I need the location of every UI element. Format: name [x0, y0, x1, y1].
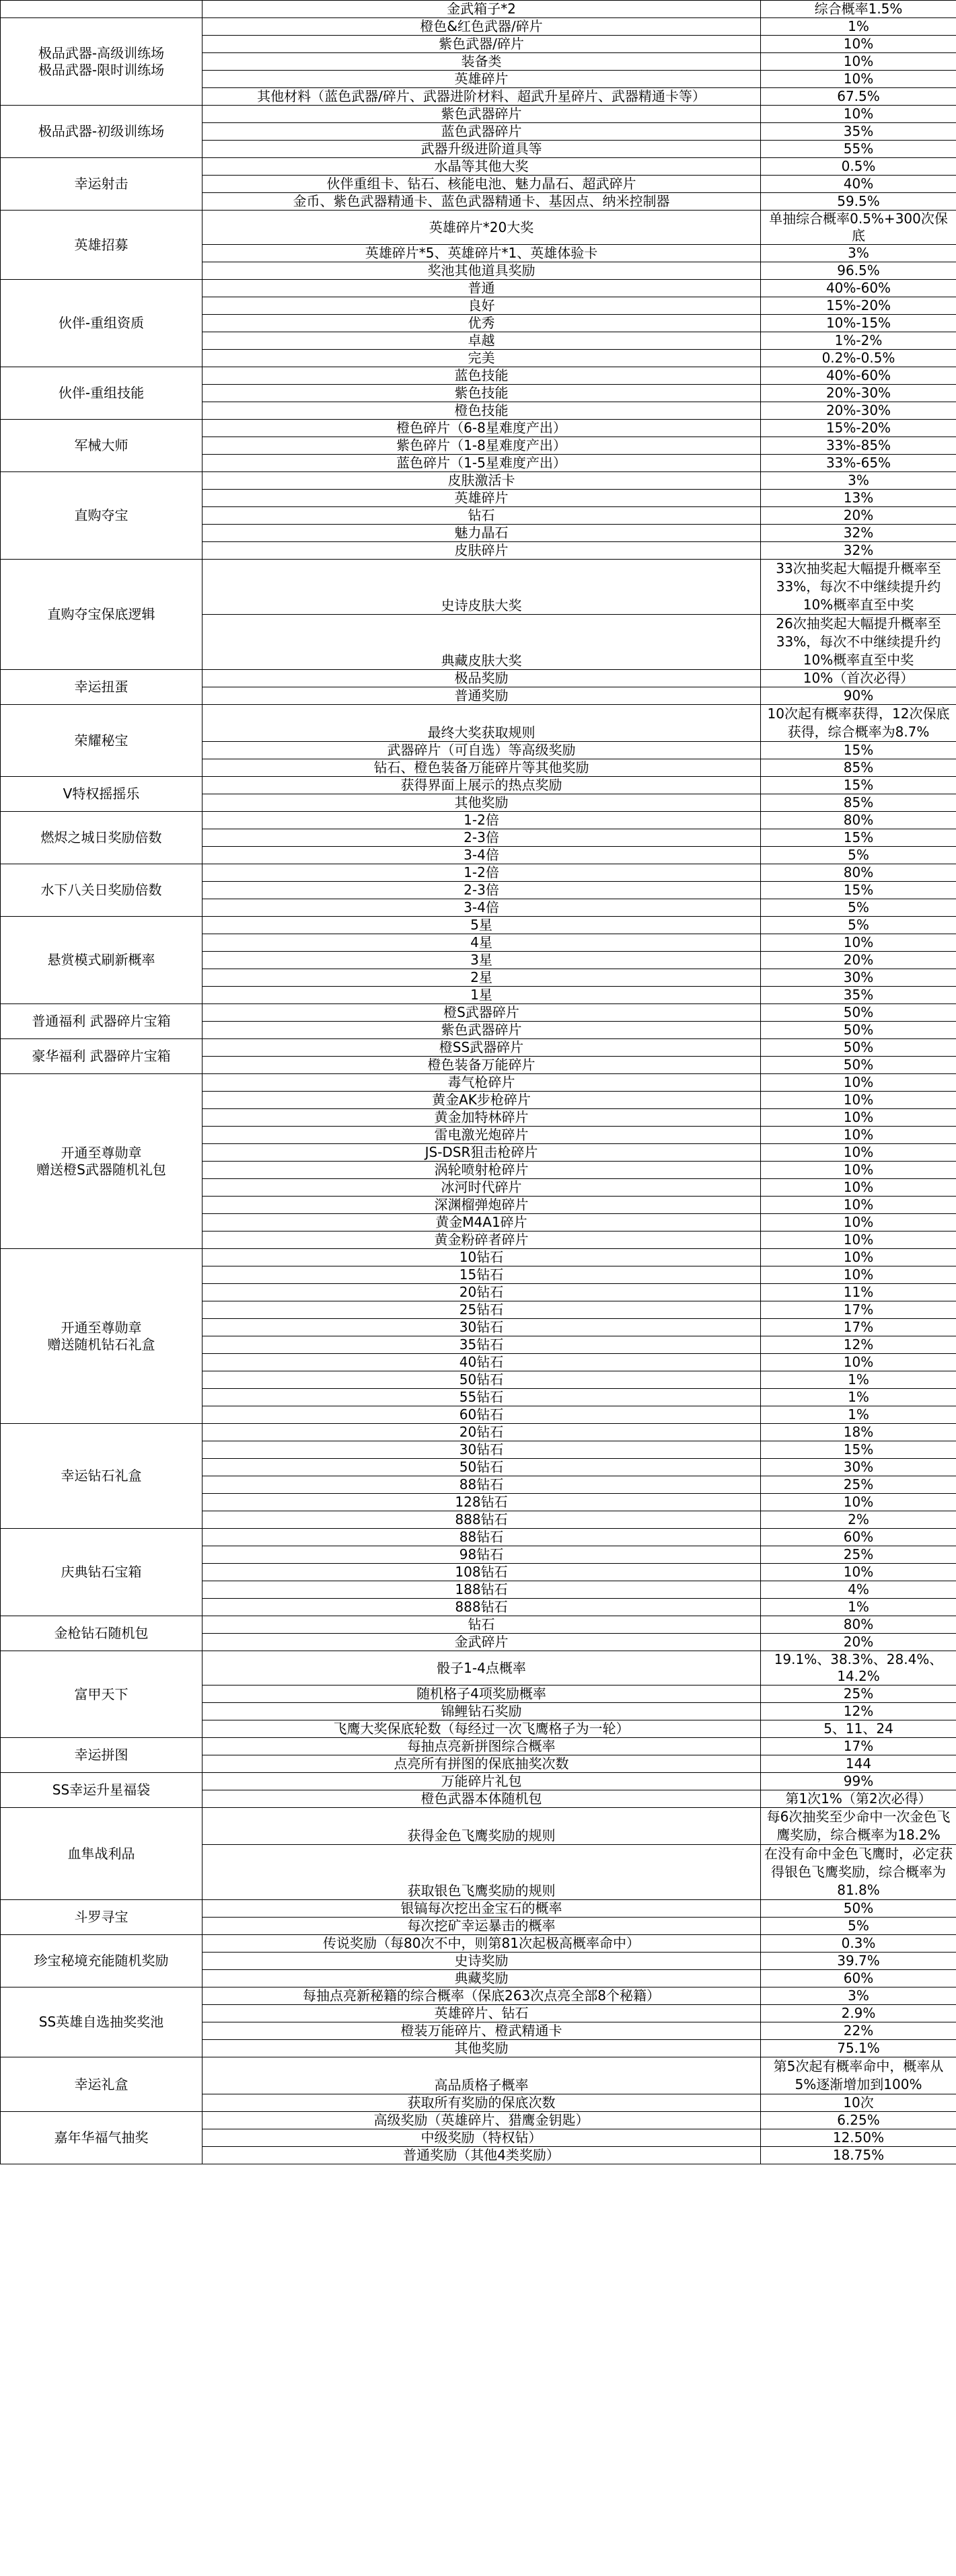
item-cell: 装备类 — [203, 53, 761, 71]
table-row — [1, 705, 956, 742]
category-cell: 豪华福利 武器碎片宝箱 — [1, 1039, 203, 1074]
table-row — [1, 1249, 956, 1266]
probability-cell: 12% — [761, 1703, 956, 1720]
probability-cell: 13% — [761, 490, 956, 507]
probability-cell: 2.9% — [761, 2005, 956, 2022]
item-cell: 1-2倍 — [203, 864, 761, 882]
probability-cell: 18.75% — [761, 2147, 956, 2164]
category-cell: 幸运扭蛋 — [1, 670, 203, 705]
item-cell: 橙S武器碎片 — [203, 1004, 761, 1022]
probability-cell: 15% — [761, 1441, 956, 1459]
probability-cell: 10% — [761, 1214, 956, 1232]
item-cell: 橙色&红色武器/碎片 — [203, 18, 761, 36]
probability-cell: 10% — [761, 53, 956, 71]
item-cell: 武器升级进阶道具等 — [203, 141, 761, 158]
item-cell: 骰子1-4点概率 — [203, 1651, 761, 1685]
probability-cell: 第5次起有概率命中，概率从5%逐渐增加到100% — [761, 2057, 956, 2094]
item-cell: 888钻石 — [203, 1599, 761, 1616]
probability-cell: 32% — [761, 542, 956, 560]
item-cell: 皮肤激活卡 — [203, 472, 761, 490]
probability-cell: 1% — [761, 1599, 956, 1616]
probability-cell: 第1次1%（第2次必得） — [761, 1790, 956, 1808]
probability-cell: 15% — [761, 829, 956, 847]
probability-cell: 20% — [761, 507, 956, 525]
item-cell: 普通奖励（其他4类奖励） — [203, 2147, 761, 2164]
probability-cell: 40%-60% — [761, 280, 956, 297]
category-cell: 开通至尊勋章 赠送随机钻石礼盒 — [1, 1249, 203, 1424]
probability-cell: 10% — [761, 71, 956, 88]
probability-cell: 22% — [761, 2022, 956, 2040]
table-row — [1, 1424, 956, 1441]
item-cell: 中级奖励（特权钻） — [203, 2129, 761, 2147]
probability-cell: 85% — [761, 759, 956, 777]
probability-cell: 35% — [761, 123, 956, 141]
category-cell: 嘉年华福气抽奖 — [1, 2112, 203, 2164]
item-cell: 黄金粉碎者碎片 — [203, 1232, 761, 1249]
probability-cell: 0.3% — [761, 1935, 956, 1953]
table-row — [1, 777, 956, 794]
probability-cell: 10% — [761, 1074, 956, 1092]
probability-cell: 40%-60% — [761, 367, 956, 385]
item-cell: 橙SS武器碎片 — [203, 1039, 761, 1057]
item-cell: 英雄碎片*5、英雄碎片*1、英雄体验卡 — [203, 245, 761, 262]
item-cell: 3-4倍 — [203, 899, 761, 917]
item-cell: 高级奖励（英雄碎片、猎鹰金钥匙） — [203, 2112, 761, 2129]
probability-cell: 在没有命中金色飞鹰时，必定获得银色飞鹰奖励，综合概率为81.8% — [761, 1845, 956, 1900]
probability-cell: 25% — [761, 1476, 956, 1494]
item-cell: 4星 — [203, 934, 761, 952]
table-row — [1, 158, 956, 176]
item-cell: 锦鲤钻石奖励 — [203, 1703, 761, 1720]
probability-cell: 144 — [761, 1755, 956, 1773]
item-cell: 128钻石 — [203, 1494, 761, 1511]
probability-cell: 18% — [761, 1424, 956, 1441]
item-cell: 伙伴重组卡、钻石、核能电池、魅力晶石、超武碎片 — [203, 176, 761, 193]
category-cell: 幸运拼图 — [1, 1738, 203, 1773]
table-row — [1, 106, 956, 123]
probability-cell: 33%-85% — [761, 437, 956, 455]
item-cell: 3星 — [203, 952, 761, 969]
category-cell: 直购夺宝 — [1, 472, 203, 560]
category-cell: 幸运礼盒 — [1, 2057, 203, 2112]
probability-cell: 60% — [761, 1529, 956, 1546]
item-cell: 冰河时代碎片 — [203, 1179, 761, 1197]
probability-cell: 12.50% — [761, 2129, 956, 2147]
item-cell: 万能碎片礼包 — [203, 1773, 761, 1790]
item-cell: 188钻石 — [203, 1581, 761, 1599]
item-cell: 50钻石 — [203, 1371, 761, 1389]
probability-cell: 15%-20% — [761, 420, 956, 437]
probability-cell: 80% — [761, 1616, 956, 1634]
probability-cell: 80% — [761, 864, 956, 882]
item-cell: 魅力晶石 — [203, 525, 761, 542]
probability-cell: 25% — [761, 1685, 956, 1703]
item-cell: 2星 — [203, 969, 761, 987]
probability-cell: 0.2%-0.5% — [761, 350, 956, 367]
item-cell: 50钻石 — [203, 1459, 761, 1476]
probability-cell: 50% — [761, 1022, 956, 1039]
category-cell: 英雄招募 — [1, 211, 203, 280]
probability-cell: 单抽综合概率0.5%+300次保底 — [761, 211, 956, 245]
item-cell: 20钻石 — [203, 1424, 761, 1441]
probability-cell: 50% — [761, 1039, 956, 1057]
probability-cell: 20%-30% — [761, 402, 956, 420]
probability-cell: 每6次抽奖至少命中一次金色飞鹰奖励，综合概率为18.2% — [761, 1808, 956, 1845]
probability-cell: 17% — [761, 1319, 956, 1336]
table-row — [1, 864, 956, 882]
probability-cell: 15% — [761, 777, 956, 794]
probability-cell: 10% — [761, 1179, 956, 1197]
probability-cell: 20% — [761, 952, 956, 969]
category-cell: 极品武器-初级训练场 — [1, 106, 203, 158]
category-cell: 金枪钻石随机包 — [1, 1616, 203, 1651]
table-row — [1, 1738, 956, 1755]
item-cell: 3-4倍 — [203, 847, 761, 864]
item-cell: 深渊榴弹炮碎片 — [203, 1197, 761, 1214]
table-row — [1, 2112, 956, 2129]
item-cell: 5星 — [203, 917, 761, 934]
table-row — [1, 1, 956, 18]
item-cell: 98钻石 — [203, 1546, 761, 1564]
probability-cell: 3% — [761, 1987, 956, 2005]
table-row — [1, 367, 956, 385]
probability-cell: 50% — [761, 1900, 956, 1918]
category-cell: 富甲天下 — [1, 1651, 203, 1738]
probability-cell: 10% — [761, 106, 956, 123]
probability-cell: 10% — [761, 934, 956, 952]
item-cell: 完美 — [203, 350, 761, 367]
table-row — [1, 1039, 956, 1057]
table-row — [1, 420, 956, 437]
category-cell: 斗罗寻宝 — [1, 1900, 203, 1935]
probability-cell: 59.5% — [761, 193, 956, 211]
item-cell: 黄金加特林碎片 — [203, 1109, 761, 1127]
item-cell: 史诗奖励 — [203, 1953, 761, 1970]
table-row — [1, 2057, 956, 2094]
item-cell: 蓝色武器碎片 — [203, 123, 761, 141]
probability-cell: 50% — [761, 1004, 956, 1022]
item-cell: 15钻石 — [203, 1266, 761, 1284]
category-cell: 燃烬之城日奖励倍数 — [1, 812, 203, 864]
item-cell: 橙色碎片（6-8星难度产出） — [203, 420, 761, 437]
probability-cell: 30% — [761, 969, 956, 987]
probability-cell: 90% — [761, 687, 956, 705]
table-row — [1, 1616, 956, 1634]
item-cell: 橙装万能碎片、橙武精通卡 — [203, 2022, 761, 2040]
item-cell: 英雄碎片 — [203, 71, 761, 88]
item-cell: 毒气枪碎片 — [203, 1074, 761, 1092]
probability-cell: 40% — [761, 176, 956, 193]
probability-cell: 33%-65% — [761, 455, 956, 472]
probability-cell: 5% — [761, 1918, 956, 1935]
item-cell: 888钻石 — [203, 1511, 761, 1529]
item-cell: 紫色碎片（1-8星难度产出） — [203, 437, 761, 455]
item-cell: 25钻石 — [203, 1301, 761, 1319]
table-row — [1, 1900, 956, 1918]
probability-cell: 10次起有概率获得，12次保底获得，综合概率为8.7% — [761, 705, 956, 742]
table-row — [1, 670, 956, 687]
probability-cell: 6.25% — [761, 2112, 956, 2129]
probability-cell: 10% — [761, 1564, 956, 1581]
probability-cell: 10%-15% — [761, 315, 956, 332]
table-row — [1, 1987, 956, 2005]
category-cell: 血隼战利品 — [1, 1808, 203, 1900]
item-cell: 40钻石 — [203, 1354, 761, 1371]
item-cell: 钻石、橙色装备万能碎片等其他奖励 — [203, 759, 761, 777]
item-cell: 20钻石 — [203, 1284, 761, 1301]
probability-cell: 3% — [761, 472, 956, 490]
item-cell: 随机格子4项奖励概率 — [203, 1685, 761, 1703]
category-cell: 幸运钻石礼盒 — [1, 1424, 203, 1529]
item-cell: 普通奖励 — [203, 687, 761, 705]
item-cell: 史诗皮肤大奖 — [203, 560, 761, 615]
item-cell: 高品质格子概率 — [203, 2057, 761, 2094]
probability-cell: 19.1%、38.3%、28.4%、14.2% — [761, 1651, 956, 1685]
table-row — [1, 1004, 956, 1022]
item-cell: 1-2倍 — [203, 812, 761, 829]
item-cell: 飞鹰大奖保底轮数（每经过一次飞鹰格子为一轮） — [203, 1720, 761, 1738]
category-cell: 悬赏模式刷新概率 — [1, 917, 203, 1004]
probability-cell: 96.5% — [761, 262, 956, 280]
probability-cell: 4% — [761, 1581, 956, 1599]
category-cell: 极品武器-高级训练场 极品武器-限时训练场 — [1, 18, 203, 106]
probability-cell: 5% — [761, 899, 956, 917]
item-cell: 其他材料（蓝色武器/碎片、武器进阶材料、超武升星碎片、武器精通卡等） — [203, 88, 761, 106]
item-cell: 其他奖励 — [203, 2040, 761, 2057]
probability-cell: 55% — [761, 141, 956, 158]
item-cell: 金武碎片 — [203, 1634, 761, 1651]
item-cell: 108钻石 — [203, 1564, 761, 1581]
probability-cell: 1% — [761, 18, 956, 36]
probability-cell: 12% — [761, 1336, 956, 1354]
category-cell: 荣耀秘宝 — [1, 705, 203, 777]
item-cell: 紫色武器碎片 — [203, 1022, 761, 1039]
probability-cell: 10% — [761, 36, 956, 53]
item-cell: 橙色技能 — [203, 402, 761, 420]
item-cell: 英雄碎片 — [203, 490, 761, 507]
probability-cell: 10%（首次必得） — [761, 670, 956, 687]
item-cell: 涡轮喷射枪碎片 — [203, 1162, 761, 1179]
item-cell: 88钻石 — [203, 1476, 761, 1494]
table-row — [1, 1529, 956, 1546]
probability-cell: 75.1% — [761, 2040, 956, 2057]
item-cell: 典藏奖励 — [203, 1970, 761, 1987]
probability-cell: 1% — [761, 1389, 956, 1406]
table-row — [1, 211, 956, 245]
item-cell: 每抽点亮新拼图综合概率 — [203, 1738, 761, 1755]
item-cell: 英雄碎片*20大奖 — [203, 211, 761, 245]
category-cell: SS幸运升星福袋 — [1, 1773, 203, 1808]
item-cell: 奖池其他道具奖励 — [203, 262, 761, 280]
item-cell: 皮肤碎片 — [203, 542, 761, 560]
item-cell: 30钻石 — [203, 1319, 761, 1336]
category-cell: 普通福利 武器碎片宝箱 — [1, 1004, 203, 1039]
item-cell: 优秀 — [203, 315, 761, 332]
table-row — [1, 812, 956, 829]
item-cell: 蓝色技能 — [203, 367, 761, 385]
item-cell: 极品奖励 — [203, 670, 761, 687]
item-cell: 1星 — [203, 987, 761, 1004]
item-cell: 2-3倍 — [203, 882, 761, 899]
probability-cell: 3% — [761, 245, 956, 262]
probability-cell: 26次抽奖起大幅提升概率至33%，每次不中继续提升约10%概率直至中奖 — [761, 615, 956, 670]
item-cell: 银镐每次挖出金宝石的概率 — [203, 1900, 761, 1918]
item-cell: 其他奖励 — [203, 794, 761, 812]
probability-cell: 99% — [761, 1773, 956, 1790]
item-cell: 黄金M4A1碎片 — [203, 1214, 761, 1232]
item-cell: 2-3倍 — [203, 829, 761, 847]
probability-cell: 17% — [761, 1301, 956, 1319]
probability-cell: 5% — [761, 917, 956, 934]
table-row — [1, 1651, 956, 1685]
item-cell: 蓝色碎片（1-5星难度产出） — [203, 455, 761, 472]
item-cell: 最终大奖获取规则 — [203, 705, 761, 742]
probability-cell: 10% — [761, 1266, 956, 1284]
probability-cell: 20% — [761, 1634, 956, 1651]
category-cell: 庆典钻石宝箱 — [1, 1529, 203, 1616]
probability-cell: 10% — [761, 1354, 956, 1371]
table-row — [1, 917, 956, 934]
table-row — [1, 1074, 956, 1092]
probability-cell: 10% — [761, 1232, 956, 1249]
probability-cell: 2% — [761, 1511, 956, 1529]
table-row — [1, 1808, 956, 1845]
item-cell: 55钻石 — [203, 1389, 761, 1406]
table-row — [1, 560, 956, 615]
category-cell: 水下八关日奖励倍数 — [1, 864, 203, 917]
item-cell: 武器碎片（可自选）等高级奖励 — [203, 742, 761, 759]
category-cell: 开通至尊勋章 赠送橙S武器随机礼包 — [1, 1074, 203, 1249]
item-cell: 橙色装备万能碎片 — [203, 1057, 761, 1074]
table-row — [1, 18, 956, 36]
item-cell: 钻石 — [203, 1616, 761, 1634]
probability-cell: 11% — [761, 1284, 956, 1301]
table-row — [1, 1773, 956, 1790]
item-cell: 良好 — [203, 297, 761, 315]
probability-cell: 33次抽奖起大幅提升概率至33%，每次不中继续提升约10%概率直至中奖 — [761, 560, 956, 615]
category-cell: 军械大师 — [1, 420, 203, 472]
probability-cell: 10% — [761, 1162, 956, 1179]
item-cell: 点亮所有拼图的保底抽奖次数 — [203, 1755, 761, 1773]
probability-cell: 85% — [761, 794, 956, 812]
item-cell: 卓越 — [203, 332, 761, 350]
probability-table-body — [1, 1, 956, 2164]
category-cell: 幸运射击 — [1, 158, 203, 211]
item-cell: 88钻石 — [203, 1529, 761, 1546]
item-cell: 英雄碎片、钻石 — [203, 2005, 761, 2022]
probability-cell: 39.7% — [761, 1953, 956, 1970]
probability-cell: 1% — [761, 1371, 956, 1389]
probability-cell: 30% — [761, 1459, 956, 1476]
item-cell: 紫色武器碎片 — [203, 106, 761, 123]
item-cell: 传说奖励（每80次不中，则第81次起极高概率命中） — [203, 1935, 761, 1953]
probability-cell: 1%-2% — [761, 332, 956, 350]
probability-cell: 15%-20% — [761, 297, 956, 315]
category-cell: V特权摇摇乐 — [1, 777, 203, 812]
item-cell: 普通 — [203, 280, 761, 297]
probability-cell: 10% — [761, 1144, 956, 1162]
probability-cell: 80% — [761, 812, 956, 829]
probability-cell: 10% — [761, 1127, 956, 1144]
item-cell: 水晶等其他大奖 — [203, 158, 761, 176]
probability-cell: 综合概率1.5% — [761, 1, 956, 18]
table-row — [1, 472, 956, 490]
item-cell: 每次挖矿幸运暴击的概率 — [203, 1918, 761, 1935]
probability-cell: 0.5% — [761, 158, 956, 176]
item-cell: 获得金色飞鹰奖励的规则 — [203, 1808, 761, 1845]
category-cell: 伙伴-重组资质 — [1, 280, 203, 367]
item-cell: 每抽点亮新秘籍的综合概率（保底263次点亮全部8个秘籍） — [203, 1987, 761, 2005]
table-row — [1, 1935, 956, 1953]
item-cell: 获得界面上展示的热点奖励 — [203, 777, 761, 794]
item-cell: 10钻石 — [203, 1249, 761, 1266]
probability-cell: 1% — [761, 1406, 956, 1424]
item-cell: 30钻石 — [203, 1441, 761, 1459]
probability-cell: 10% — [761, 1197, 956, 1214]
item-cell: 钻石 — [203, 507, 761, 525]
probability-cell: 15% — [761, 882, 956, 899]
category-cell: 伙伴-重组技能 — [1, 367, 203, 420]
probability-cell: 5% — [761, 847, 956, 864]
category-cell: 珍宝秘境充能随机奖励 — [1, 1935, 203, 1987]
probability-cell: 10% — [761, 1249, 956, 1266]
table-row — [1, 280, 956, 297]
probability-cell: 17% — [761, 1738, 956, 1755]
item-cell: 雷电激光炮碎片 — [203, 1127, 761, 1144]
item-cell: 典藏皮肤大奖 — [203, 615, 761, 670]
probability-cell: 20%-30% — [761, 385, 956, 402]
item-cell: 35钻石 — [203, 1336, 761, 1354]
probability-cell: 25% — [761, 1546, 956, 1564]
probability-cell: 60% — [761, 1970, 956, 1987]
probability-cell: 32% — [761, 525, 956, 542]
probability-cell: 50% — [761, 1057, 956, 1074]
probability-cell: 35% — [761, 987, 956, 1004]
item-cell: 获取所有奖励的保底次数 — [203, 2094, 761, 2112]
item-cell: 紫色技能 — [203, 385, 761, 402]
item-cell: JS-DSR狙击枪碎片 — [203, 1144, 761, 1162]
item-cell: 60钻石 — [203, 1406, 761, 1424]
category-cell — [1, 1, 203, 18]
item-cell: 橙色武器本体随机包 — [203, 1790, 761, 1808]
item-cell: 获取银色飞鹰奖励的规则 — [203, 1845, 761, 1900]
item-cell: 黄金AK步枪碎片 — [203, 1092, 761, 1109]
item-cell: 金币、紫色武器精通卡、蓝色武器精通卡、基因点、纳米控制器 — [203, 193, 761, 211]
probability-cell: 10次 — [761, 2094, 956, 2112]
probability-cell: 10% — [761, 1109, 956, 1127]
probability-cell: 67.5% — [761, 88, 956, 106]
item-cell: 紫色武器/碎片 — [203, 36, 761, 53]
category-cell: SS英雄自选抽奖奖池 — [1, 1987, 203, 2057]
probability-cell: 10% — [761, 1494, 956, 1511]
probability-cell: 15% — [761, 742, 956, 759]
item-cell: 金武箱子*2 — [203, 1, 761, 18]
category-cell: 直购夺宝保底逻辑 — [1, 560, 203, 670]
probability-cell: 10% — [761, 1092, 956, 1109]
probability-cell: 5、11、24 — [761, 1720, 956, 1738]
